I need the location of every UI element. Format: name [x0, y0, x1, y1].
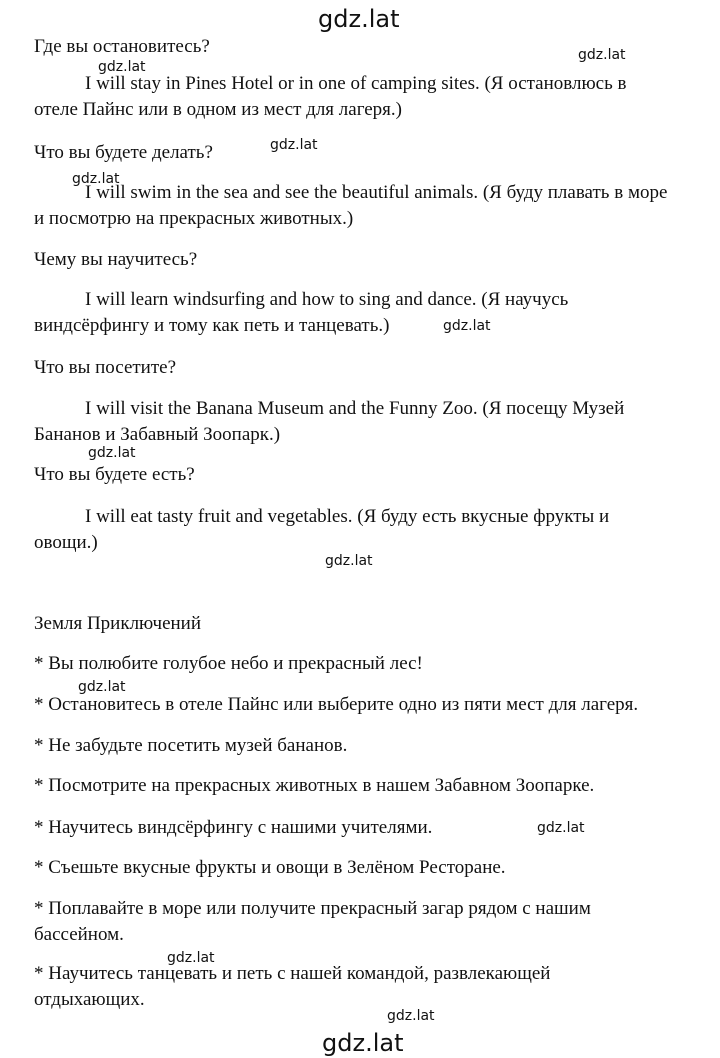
- question-4: Что вы посетите?: [34, 357, 177, 378]
- watermark: gdz.lat: [167, 950, 215, 966]
- header-watermark: gdz.lat: [318, 5, 400, 33]
- answer-1-line-1: I will stay in Pines Hotel or in one of camping sites. (Я остановлюсь в: [85, 73, 627, 94]
- answer-5-line-1: I will eat tasty fruit and vegetables. (Я буду есть вкусные фрукты и: [85, 506, 610, 527]
- answer-4-line-2: Бананов и Забавный Зоопарк.): [34, 424, 281, 445]
- adventure-item-5: * Научитесь виндсёрфингу с нашими учителями.: [34, 817, 433, 838]
- adventure-item-8-line-1: * Научитесь танцевать и петь с нашей командой, развлекающей: [34, 963, 551, 984]
- question-3: Чему вы научитесь?: [34, 249, 198, 270]
- question-5: Что вы будете есть?: [34, 464, 195, 485]
- question-1: Где вы остановитесь?: [34, 36, 210, 57]
- watermark: gdz.lat: [88, 445, 136, 461]
- watermark: gdz.lat: [537, 820, 585, 836]
- answer-2-line-2: и посмотрю на прекрасных животных.): [34, 208, 354, 229]
- watermark: gdz.lat: [443, 318, 491, 334]
- footer-watermark: gdz.lat: [322, 1029, 404, 1057]
- watermark: gdz.lat: [72, 171, 120, 187]
- adventure-title: Земля Приключений: [34, 613, 202, 634]
- watermark: gdz.lat: [578, 47, 626, 63]
- watermark: gdz.lat: [98, 59, 146, 75]
- answer-2-line-1: I will swim in the sea and see the beautiful animals. (Я буду плавать в море: [85, 182, 668, 203]
- adventure-item-7-line-1: * Поплавайте в море или получите прекрасный загар рядом с нашим: [34, 898, 591, 919]
- adventure-item-1: * Вы полюбите голубое небо и прекрасный лес!: [34, 653, 423, 674]
- adventure-item-2: * Остановитесь в отеле Пайнс или выберите одно из пяти мест для лагеря.: [34, 694, 639, 715]
- adventure-item-7-line-2: бассейном.: [34, 924, 124, 945]
- answer-1-line-2: отеле Пайнс или в одном из мест для лагеря.): [34, 99, 402, 120]
- adventure-item-4: * Посмотрите на прекрасных животных в нашем Забавном Зоопарке.: [34, 775, 595, 796]
- answer-3-line-2: виндсёрфингу и тому как петь и танцевать.): [34, 315, 390, 336]
- question-2: Что вы будете делать?: [34, 142, 213, 163]
- adventure-item-8-line-2: отдыхающих.: [34, 989, 145, 1010]
- answer-5-line-2: овощи.): [34, 532, 98, 553]
- watermark: gdz.lat: [325, 553, 373, 569]
- watermark: gdz.lat: [387, 1008, 435, 1024]
- watermark: gdz.lat: [78, 679, 126, 695]
- adventure-item-3: * Не забудьте посетить музей бананов.: [34, 735, 348, 756]
- watermark: gdz.lat: [270, 137, 318, 153]
- answer-4-line-1: I will visit the Banana Museum and the Funny Zoo. (Я посещу Музей: [85, 398, 625, 419]
- adventure-item-6: * Съешьте вкусные фрукты и овощи в Зелёном Ресторане.: [34, 857, 506, 878]
- answer-3-line-1: I will learn windsurfing and how to sing and dance. (Я научусь: [85, 289, 569, 310]
